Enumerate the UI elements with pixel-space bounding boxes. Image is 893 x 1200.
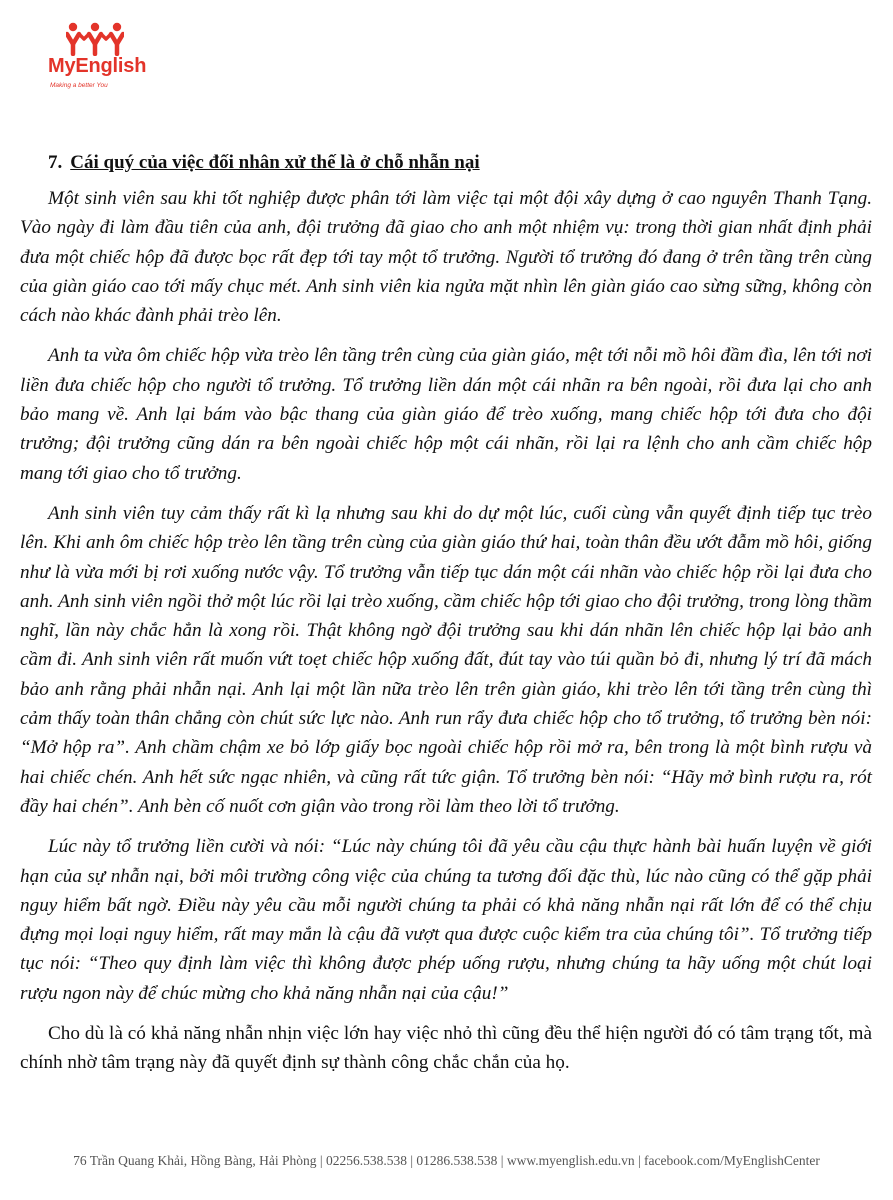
conclusion-paragraph: Cho dù là có khả năng nhẫn nhịn việc lớn hay việc nhỏ thì cũng đều thể hiện người đó có tâm trạng tốt, mà chính nhờ tâm trạng này đã quyết định sự thành công chắc chắn của họ. bbox=[20, 1023, 872, 1074]
document-body bbox=[20, 150, 872, 1089]
section-heading bbox=[48, 150, 872, 176]
story-paragraph-3: Anh sinh viên tuy cảm thấy rất kì lạ nhưng sau khi do dự một lúc, cuối cùng vẫn quyết định tiếp tục trèo lên. Khi anh ôm chiếc hộp trèo lên tầng trên cùng của giàn giáo thứ hai, toàn thân đều ướt đẫm mồ hôi, giống như là vừa mới bị rơi xuống nước vậy. Tổ trưởng vẫn tiếp tục dán một cái nhãn vào chiếc hộp rồi lại đưa cho anh. Anh sinh viên ngồi thở một lúc rồi lại trèo xuống, cầm chiếc hộp tới giao cho đội trưởng, trong lòng thầm nghĩ, lần này chắc hẳn là xong rồi. Thật không ngờ đội trưởng sau khi dán nhãn lên chiếc hộp lại bảo anh cầm đi. Anh sinh viên rất muốn vứt toẹt chiếc hộp xuống đất, đút tay vào túi quần bỏ đi, nhưng lý trí đã mách bảo anh rằng phải nhẫn nại. Anh lại một lần nữa trèo lên trên giàn giáo, khi trèo lên tới tầng trên cùng thì cảm thấy toàn thân chẳng còn chút sức lực nào. Anh run rẩy đưa chiếc hộp cho tổ trưởng, tổ trưởng bèn nói: “Mở hộp ra”. Anh chầm chậm xe bỏ lớp giấy bọc ngoài chiếc hộp rồi mở ra, bên trong là một bình rượu và hai chiếc chén. Anh hết sức ngạc nhiên, và cũng rất tức giận. Tổ trưởng bèn nói: “Hãy mở bình rượu ra, rót đầy hai chén”. Anh bèn cố nuốt cơn giận vào trong rồi làm theo lời tổ trưởng. bbox=[20, 502, 872, 817]
heading-title: Cái quý của việc đối nhân xử thế là ở chỗ nhẫn nại bbox=[70, 152, 480, 173]
heading-number: 7. bbox=[48, 152, 63, 173]
story-paragraph-4: Lúc này tổ trưởng liền cười và nói: “Lúc này chúng tôi đã yêu cầu cậu thực hành bài huấn luyện về giới hạn của sự nhẫn nại, bởi môi trường công việc của chúng ta tương đối đặc thù, lúc nào cũng có thể gặp phải nguy hiểm bất ngờ. Điều này yêu cầu mỗi người chúng ta phải có khả năng nhẫn nại rất lớn để có thể chịu đựng mọi loại nguy hiểm, rất may mắn là cậu đã vượt qua được cuộc kiểm tra của chúng tôi”. Tổ trưởng tiếp tục nói: “Theo quy định làm việc thì không được phép uống rượu, nhưng chúng ta hãy uống một chút loại rượu ngon này để chúc mừng cho khả năng nhẫn nại của cậu!” bbox=[20, 836, 872, 1004]
logo-tagline: Making a better You bbox=[50, 82, 108, 89]
logo bbox=[44, 22, 154, 92]
footer-contact: 76 Trần Quang Khải, Hồng Bàng, Hải Phòng | 02256.538.538 | 01286.538.538 | www.myenglish.edu.vn | facebook.com/MyEnglishCenter bbox=[73, 1153, 820, 1168]
logo-name: MyEnglish bbox=[48, 55, 147, 77]
people-figures-icon bbox=[66, 22, 124, 56]
story-paragraph-1: Một sinh viên sau khi tốt nghiệp được phân tới làm việc tại một đội xây dựng ở cao nguyên Thanh Tạng. Vào ngày đi làm đầu tiên của anh, đội trưởng đã giao cho anh một nhiệm vụ: trong thời gian nhất định phải đưa một chiếc hộp đã được bọc rất đẹp tới tay một tổ trưởng. Người tổ trưởng đó đang ở trên tầng trên cùng của giàn giáo cao tới mấy chục mét. Anh sinh viên kia ngửa mặt nhìn lên giàn giáo cao sừng sững, không còn cách nào khác đành phải trèo lên. bbox=[20, 188, 872, 327]
story-paragraph-2: Anh ta vừa ôm chiếc hộp vừa trèo lên tầng trên cùng của giàn giáo, mệt tới nỗi mồ hôi đầm đìa, lên tới nơi liền đưa chiếc hộp cho người tổ trưởng. Tổ trưởng liền dán một cái nhãn ra bên ngoài, rồi đưa lại cho anh bảo mang về. Anh lại bám vào bậc thang của giàn giáo để trèo xuống, mang chiếc hộp tới đưa cho đội trưởng; đội trưởng cũng dán ra bên ngoài chiếc hộp một cái nhãn, rồi lại ra lệnh cho anh cầm chiếc hộp mang tới giao cho tổ trưởng. bbox=[20, 345, 872, 484]
